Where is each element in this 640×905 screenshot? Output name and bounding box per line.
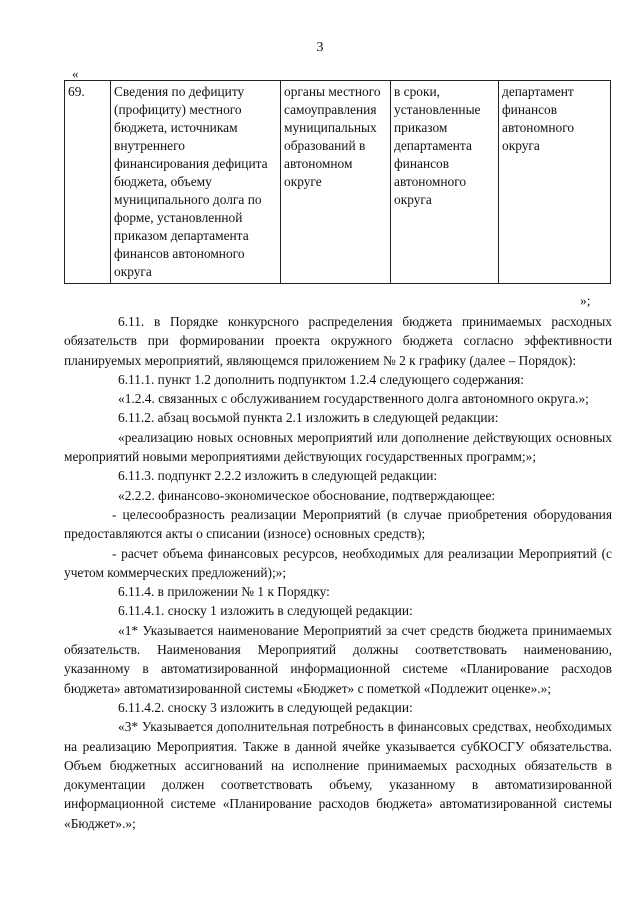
document-body — [64, 312, 612, 833]
row-number-cell: 69. — [65, 81, 111, 284]
provider-cell: органы местного самоуправления муниципальных образований в автономном округе — [281, 81, 391, 284]
recipient-cell: департамент финансов автономного округа — [499, 81, 611, 284]
deadline-cell: в сроки, установленные приказом департамента финансов автономного округа — [391, 81, 499, 284]
indicator-cell: Сведения по дефициту (профициту) местного бюджета, источникам внутреннего финансирования дефицита бюджета, объему муниципального долга по форме, установленной приказом департамента финансов автономного округа — [111, 81, 281, 284]
appendix-table — [64, 80, 611, 284]
paragraph: 6.11.4.2. сноску 3 изложить в следующей редакции: — [118, 699, 413, 715]
paragraph: 6.11.4. в приложении № 1 к Порядку: — [118, 584, 330, 600]
paragraph: 6.11.1. пункт 1.2 дополнить подпунктом 1.2.4 следующего содержания: — [118, 371, 525, 387]
paragraph: «1.2.4. связанных с обслуживанием государственного долга автономного округа.»; — [118, 391, 589, 407]
closing-quote: »; — [580, 293, 591, 308]
paragraph: «3* Указывается дополнительная потребность в финансовых средствах, необходимых на реализацию Мероприятия. Также в данной ячейке указывается субКОСГУ обязательства. Объем бюджетных ассигнований на исполнение принимаемых расходных обязательств в документации должен соответствовать объему, указанному в автоматизированной информационной системе «Планирование расходов бюджета» автоматизированной системы «Бюджет».»; — [64, 719, 612, 831]
opening-quote: « — [72, 66, 79, 81]
paragraph: 6.11.4.1. сноску 1 изложить в следующей редакции: — [118, 603, 413, 619]
paragraph: 6.11.3. подпункт 2.2.2 изложить в следующей редакции: — [118, 468, 438, 484]
paragraph: 6.11.2. абзац восьмой пункта 2.1 изложить в следующей редакции: — [118, 410, 499, 426]
paragraph: «1* Указывается наименование Мероприятий за счет средств бюджета принимаемых обязательств. Наименования Мероприятий должны соответствовать наименованию, указанному в автоматизированной информационной системе «Планирование расходов бюджета» автоматизированной системы «Бюджет» с пометкой «Подлежит оценке».»; — [64, 622, 612, 696]
paragraph: «реализацию новых основных мероприятий или дополнение действующих основных мероприятий новыми мероприятиями действующих государственных программ;»; — [64, 429, 612, 465]
paragraph: «2.2.2. финансово-экономическое обоснование, подтверждающее: — [118, 487, 496, 503]
paragraph: - целесообразность реализации Мероприятий (в случае приобретения оборудования предоставляются акты о списании (износе) основных средств); — [64, 506, 612, 542]
page-number: 3 — [316, 40, 324, 55]
table-row — [65, 81, 611, 284]
paragraph: - расчет объема финансовых ресурсов, необходимых для реализации Мероприятий (с учетом коммерческих предложений);»; — [64, 545, 612, 580]
paragraph: 6.11. в Порядке конкурсного распределения бюджета принимаемых расходных обязательств при формировании проекта окружного бюджета согласно эффективности планируемых мероприятий, являющемся приложением № 2 к графику (далее – Порядок): — [64, 314, 612, 368]
